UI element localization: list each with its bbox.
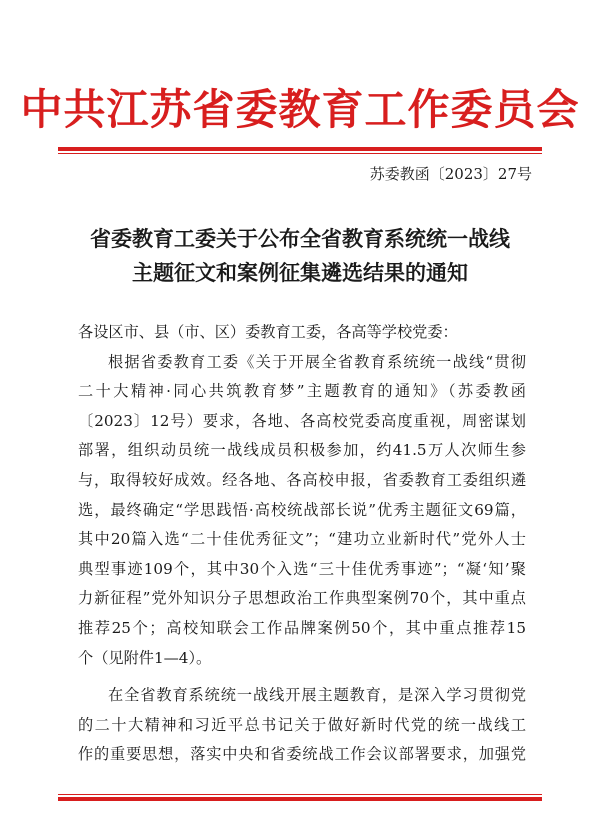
paragraph-line: 二十大精神·同心共筑教育梦”主题教育的通知》（苏委教函 [78,382,526,401]
paragraph-line: 部署，组织动员统一战线成员积极参加，约41.5万人次师生参 [78,441,526,460]
paragraph-line: 根据省委教育工委《关于开展全省教育系统统一战线“贯彻 [108,352,526,371]
paragraph-line: 力新征程”党外知识分子思想政治工作典型案例70个，其中重点 [78,589,526,608]
document-number: 苏委教函〔2023〕27号 [369,165,532,183]
paragraph-line: 与，取得较好成效。经各地、各高校申报，省委教育工委组织遴 [78,470,526,489]
title-line: 主题征文和案例征集遴选结果的通知 [132,260,468,285]
masthead-rule-thin [58,153,542,154]
paragraph-line: 在全省教育系统统一战线开展主题教育，是深入学习贯彻党 [108,686,526,705]
paragraph-line: 选，最终确定“学思践悟·高校统战部长说”优秀主题征文69篇， [78,500,526,519]
paragraph-line: 典型事迹109个，其中30个入选“三十佳优秀事迹”；“凝‘知’聚 [78,559,526,578]
document-body [78,318,526,770]
footer-rule-thick [58,797,542,801]
paragraph-line: 其中20篇入选“二十佳优秀征文”；“建功立业新时代”党外人士 [78,530,526,549]
paragraph-line: 作的重要思想，落实中央和省委统战工作会议部署要求，加强党 [78,745,526,764]
paragraph-line: 〔2023〕12号）要求，各地、各高校党委高度重视，周密谋划 [78,411,526,430]
footer-rule-thin [58,794,542,795]
paragraph-line: 推荐25个；高校知联会工作品牌案例50个，其中重点推荐15 [78,618,526,637]
title-line: 省委教育工委关于公布全省教育系统统一战线 [90,226,510,251]
masthead-rule-thick [58,147,542,151]
paragraph-gap [78,673,526,681]
paragraph-line: 个（见附件1—4）。 [78,648,212,667]
salutation: 各设区市、县（市、区）委教育工委，各高等学校党委： [78,323,458,341]
masthead-title: 中共江苏省委教育工作委员会 [20,85,580,134]
document-title [40,222,560,290]
paragraph-line: 的二十大精神和习近平总书记关于做好新时代党的统一战线工 [78,715,526,734]
